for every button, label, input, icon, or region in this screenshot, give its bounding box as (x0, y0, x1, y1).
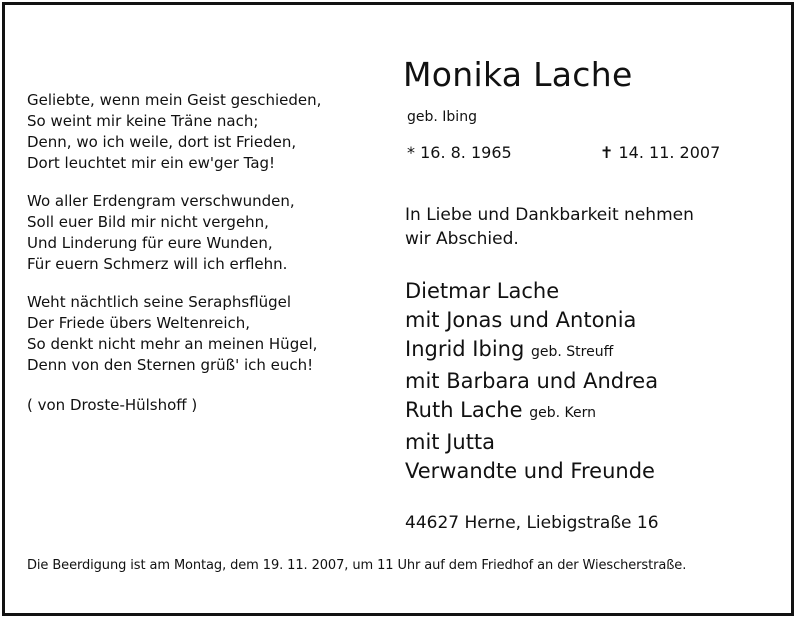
mourner-line (405, 277, 658, 306)
poem (27, 90, 387, 416)
mourner-name: Ruth Lache (405, 398, 523, 422)
poem-line: Soll euer Bild mir nicht vergehn, (27, 213, 269, 231)
mourner-line (405, 457, 658, 486)
obituary-notice (2, 2, 794, 616)
mourner-name: Verwandte und Freunde (405, 459, 655, 483)
birth-date: * 16. 8. 1965 (407, 143, 512, 162)
mourner-name: Dietmar Lache (405, 279, 560, 303)
poem-source: ( von Droste-Hülshoff ) (27, 396, 198, 414)
poem-line: Für euern Schmerz will ich erflehn. (27, 255, 288, 273)
poem-line: Wo aller Erdengram verschwunden, (27, 192, 295, 210)
deceased-name: Monika Lache (403, 55, 633, 94)
mourner-address: 44627 Herne, Liebigstraße 16 (405, 513, 659, 533)
funeral-info: Die Beerdigung ist am Montag, dem 19. 11. 2007, um 11 Uhr auf dem Friedhof an der Wiescherstraße. (27, 558, 687, 573)
mourner-line (405, 335, 658, 367)
poem-stanza (27, 292, 387, 376)
poem-line: Und Linderung für eure Wunden, (27, 234, 273, 252)
mourner-line (405, 428, 658, 457)
poem-line: Geliebte, wenn mein Geist geschieden, (27, 91, 322, 109)
poem-line: So denkt nicht mehr an meinen Hügel, (27, 335, 318, 353)
mourner-line (405, 306, 658, 335)
mourner-name: Ingrid Ibing (405, 337, 525, 361)
death-date: ✝ 14. 11. 2007 (600, 143, 721, 162)
life-dates (407, 143, 737, 167)
farewell-line: wir Abschied. (405, 229, 519, 249)
mourner-name: mit Jonas und Antonia (405, 308, 637, 332)
poem-line: Weht nächtlich seine Seraphsflügel (27, 293, 292, 311)
mourners-list (405, 277, 658, 486)
poem-line: So weint mir keine Träne nach; (27, 112, 259, 130)
maiden-name: geb. Ibing (407, 109, 477, 125)
mourner-note: geb. Kern (529, 405, 596, 421)
poem-line: Dort leuchtet mir ein ew'ger Tag! (27, 154, 276, 172)
farewell-text (405, 203, 694, 251)
mourner-note: geb. Streuff (531, 344, 614, 360)
farewell-line: In Liebe und Dankbarkeit nehmen (405, 205, 694, 225)
poem-stanza (27, 191, 387, 275)
mourner-name: mit Jutta (405, 430, 496, 454)
poem-line: Der Friede übers Weltenreich, (27, 314, 251, 332)
poem-line: Denn von den Sternen grüß' ich euch! (27, 356, 314, 374)
poem-line: Denn, wo ich weile, dort ist Frieden, (27, 133, 297, 151)
poem-stanza (27, 90, 387, 174)
mourner-name: mit Barbara und Andrea (405, 369, 659, 393)
mourner-line (405, 396, 658, 428)
mourner-line (405, 367, 658, 396)
